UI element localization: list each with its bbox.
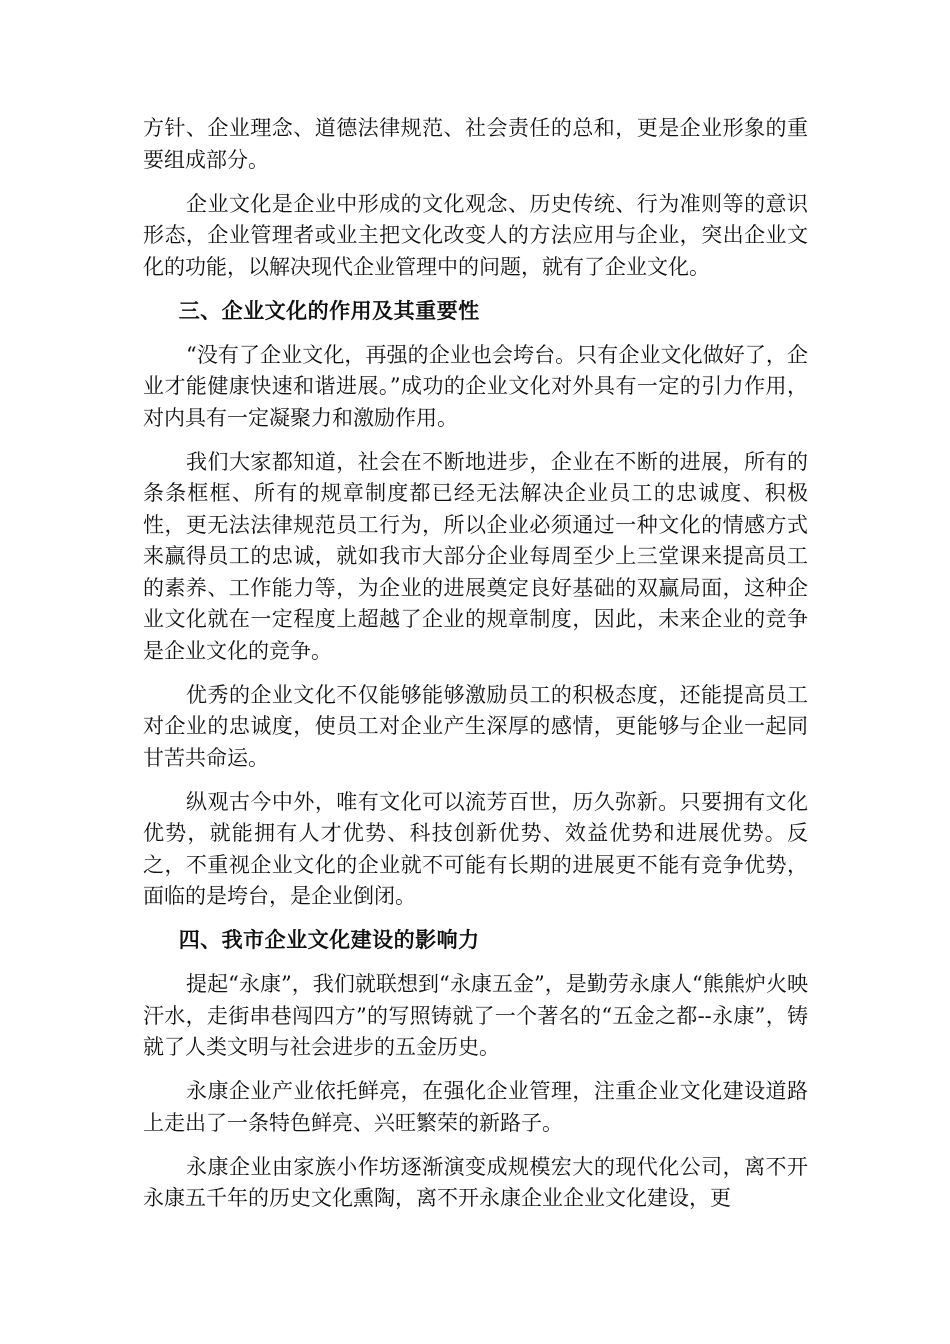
paragraph-definition: 企业文化是企业中形成的文化观念、历史传统、行为准则等的意识形态，企业管理者或业主把文化改变人的方法应用与企业，突出企业文化的功能，以解决现代企业管理中的问题，就有了企业文化。 bbox=[143, 191, 808, 279]
paragraph-excellent-culture: 优秀的企业文化不仅能够能够激励员工的积极态度，还能提高员工对企业的忠诚度，使员工对企业产生深厚的感情，更能够与企业一起同甘苦共命运。 bbox=[143, 682, 808, 770]
paragraph-quote: “没有了企业文化，再强的企业也会垮台。只有企业文化做好了，企业才能健康快速和谐进展。”成功的企业文化对外具有一定的引力作用，对内具有一定凝聚力和激励作用。 bbox=[143, 342, 808, 430]
section-heading-4: 四、我市企业文化建设的影响力 bbox=[178, 928, 480, 952]
section-heading-3: 三、企业文化的作用及其重要性 bbox=[178, 298, 480, 323]
paragraph-progress: 我们大家都知道，社会在不断地进步，企业在不断的进展，所有的条条框框、所有的规章制度都已经无法解决企业员工的忠诚度、积极性，更无法法律规范员工行为，所以企业必须通过一种文化的情感方式来赢得员工的忠诚，就如我市大部分企业每周至少上三堂课来提高员工的素养、工作能力等，为企业的进展奠定良好基础的双赢局面，这种企业文化就在一定程度上超越了企业的规章制度，因此，未来企业的竞争是企业文化的竞争。 bbox=[143, 449, 808, 663]
document-body bbox=[143, 113, 808, 1227]
paragraph-yongkang-evolution: 永康企业由家族小作坊逐渐演变成规模宏大的现代化公司，离不开永康五千年的历史文化熏陶，离不开永康企业企业文化建设，更 bbox=[143, 1154, 808, 1210]
paragraph-yongkang-industry: 永康企业产业依托鲜亮，在强化企业管理，注重企业文化建设道路上走出了一条特色鲜亮、兴旺繁荣的新路子。 bbox=[143, 1079, 808, 1135]
paragraph-continuation: 方针、企业理念、道德法律规范、社会责任的总和，更是企业形象的重要组成部分。 bbox=[143, 116, 808, 172]
paragraph-history: 纵观古今中外，唯有文化可以流芳百世，历久弥新。只要拥有文化优势，就能拥有人才优势、科技创新优势、效益优势和进展优势。反之，不重视企业文化的企业就不可能有长期的进展更不能有竞争优势，面临的是垮台，是企业倒闭。 bbox=[143, 789, 808, 908]
paragraph-yongkang-hardware: 提起“永康”，我们就联想到“永康五金”，是勤劳永康人“熊熊炉火映汗水，走街串巷闯四方”的写照铸就了一个著名的“五金之都--永康”，铸就了人类文明与社会进步的五金历史。 bbox=[143, 972, 808, 1059]
